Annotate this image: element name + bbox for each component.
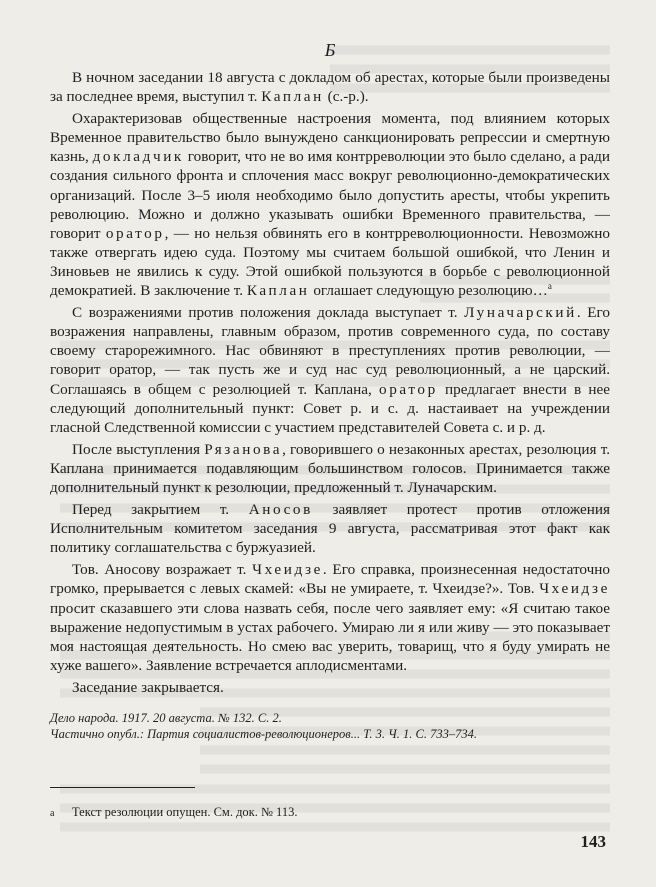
paragraph xyxy=(50,303,610,437)
paragraph-text: предлагает внести в нее следующий дополнительный пункт: Совет р. и с. д. настаивает на учреждении гласной Следственной комиссии с участием представителей Совета с. и р. д. xyxy=(50,380,610,436)
spaced-name: Чхеидзе xyxy=(252,561,323,579)
spaced-name: оратор xyxy=(105,224,165,242)
paragraph xyxy=(50,109,610,300)
footnote-ref: а xyxy=(547,280,552,291)
paragraphs xyxy=(50,68,610,697)
spaced-name: Луначарский xyxy=(464,304,577,322)
paragraph-text: В ночном заседании 18 августа с докладом об арестах, которые были произведены за последнее время, выступил т. xyxy=(50,69,610,106)
paragraph-text: С возражениями против положения доклада выступает т. xyxy=(72,304,465,322)
source-line-1: Дело народа. 1917. 20 августа. № 132. С. 2. xyxy=(50,711,282,725)
paragraph xyxy=(50,560,610,675)
spaced-name: Рязанова xyxy=(204,440,283,458)
footnote-divider xyxy=(50,787,195,788)
paragraph-text: . Его справка, произнесенная недостаточно громко, прерывается с левых скамей: «Вы не умираете, т. Чхеидзе?». Тов. xyxy=(50,561,610,598)
page-number: 143 xyxy=(580,832,606,851)
paragraph xyxy=(50,68,610,106)
spaced-name: Каплан xyxy=(246,282,310,300)
paragraph-text: просит сказавшего эти слова назвать себя, после чего заявляет ему: «Я считаю такое выражение недопустимым в устах рабочего. Умираю ли я или живу — это показывает моя настоящая деятельность. Но смею вас уверить, товарищ, что я буду умирать не хуже вашего». Заявление встречается аплодисментами. xyxy=(50,599,610,674)
footnote-text: Текст резолюции опущен. См. док. № 113. xyxy=(72,805,298,819)
paragraph-text: Перед закрытием т. xyxy=(72,501,249,519)
paragraph xyxy=(50,500,610,557)
paragraph-text: Тов. Аносову возражает т. xyxy=(72,561,253,579)
paragraph-text: (с.-р.). xyxy=(323,88,369,106)
paragraph xyxy=(50,440,610,497)
spaced-name: оратор xyxy=(379,380,438,398)
paragraph-text: оглашает следующую резолюцию… xyxy=(309,282,548,300)
paragraph-text: Заседание закрывается. xyxy=(72,678,224,696)
spaced-name: Чхеидзе xyxy=(539,580,610,598)
spaced-name: докладчик xyxy=(92,148,184,166)
spaced-name: Каплан xyxy=(261,88,324,106)
paragraph-text: , — но нельзя обвинять его в контрреволюционности. Невозможно также отвергать идею суда. Поэтому мы считаем большой ошибкой, что Ленин и Зиновьев не явились к суду. Этой ошибкой пользуются в борьбе с революционной демократией. В заключение т. xyxy=(50,224,611,300)
page-body xyxy=(50,40,610,742)
footnote-marker: а xyxy=(50,808,55,819)
paragraph xyxy=(50,678,610,697)
paragraph-text: После выступления xyxy=(72,440,205,458)
paragraph-text: заявляет протест против отложения Исполнительным комитетом заседания 9 августа, рассматривая этот факт как политику соглашательства с буржуазией. xyxy=(50,501,610,557)
section-letter: Б xyxy=(324,40,336,60)
spaced-name: Аносов xyxy=(248,501,313,519)
footnote xyxy=(50,804,297,822)
paragraph-text: . Его возражения направлены, главным образом, против современного суда, по составу своему старорежимного. Нас обвиняют в преступлениях против революции, — говорит оратор, — так пусть же и суд нас суд революционный, а не царский. Соглашаясь в общем с резолюцией т. Каплана, xyxy=(50,304,610,398)
paragraph-text: Охарактеризовав общественные настроения момента, под влиянием которых Временное правительство было вынуждено санкционировать репрессии и смертную казнь, xyxy=(50,110,610,166)
source-line-2: Частично опубл.: Партия социалистов-революционеров... Т. 3. Ч. 1. С. 733–734. xyxy=(50,727,477,741)
source-citation xyxy=(50,710,610,742)
paragraph-text: говорит, что не во имя контрреволюции это было сделано, а ради создания сильного фронта и сплочения масс вокруг революционно-демократических организаций. После 3–5 июля необходимо было допустить аресты, чтобы укрепить революцию. Можно и должно указывать ошибки Временного правительства, — говорит xyxy=(50,148,610,242)
paragraph-text: , говорившего о незаконных арестах, резолюция т. Каплана принимается подавляющим большинством голосов. Принимается также дополнительный пункт к резолюции, предложенный т. Луначарским. xyxy=(50,440,610,496)
